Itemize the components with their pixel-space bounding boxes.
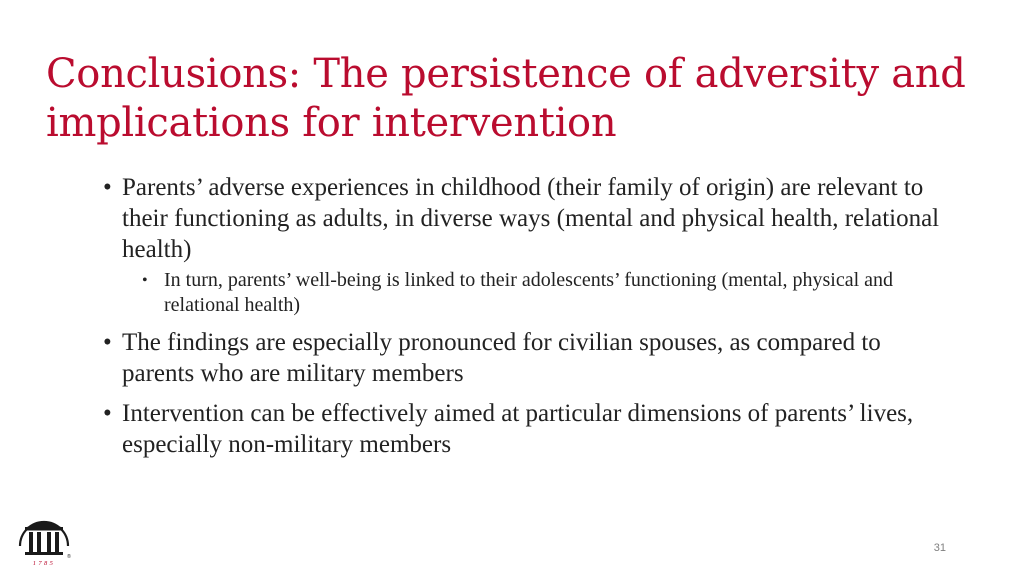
sub-bullet-text: In turn, parents’ well-being is linked to their adolescents’ functioning (mental, physical and relational health) <box>164 269 894 316</box>
arch-logo-icon <box>16 512 72 570</box>
sub-bullet-item <box>142 268 953 318</box>
bullet-text: Parents’ adverse experiences in childhood (their family of origin) are relevant to their functioning as adults, in diverse ways (mental and physical health, relational health) <box>122 174 940 263</box>
bullet-text: Intervention can be effectively aimed at particular dimensions of parents’ lives, especially non-military members <box>122 400 914 458</box>
bullet-dot: • <box>103 329 112 356</box>
sub-bullet-dot: • <box>142 272 148 289</box>
bullet-dot: • <box>103 400 112 427</box>
logo-year: 1785 <box>32 560 56 567</box>
bullet-item <box>103 398 953 460</box>
bullet-text: The findings are especially pronounced for civilian spouses, as compared to parents who are military members <box>122 329 881 387</box>
bullet-list <box>103 172 953 469</box>
bullet-item <box>103 172 953 318</box>
slide-title: Conclusions: The persistence of adversity and implications for intervention <box>46 51 966 146</box>
sub-bullet-list <box>122 268 953 318</box>
bullet-item <box>103 327 953 389</box>
page-number: 31 <box>933 542 946 554</box>
registered-mark: ® <box>67 554 71 560</box>
bullet-dot: • <box>103 174 112 201</box>
